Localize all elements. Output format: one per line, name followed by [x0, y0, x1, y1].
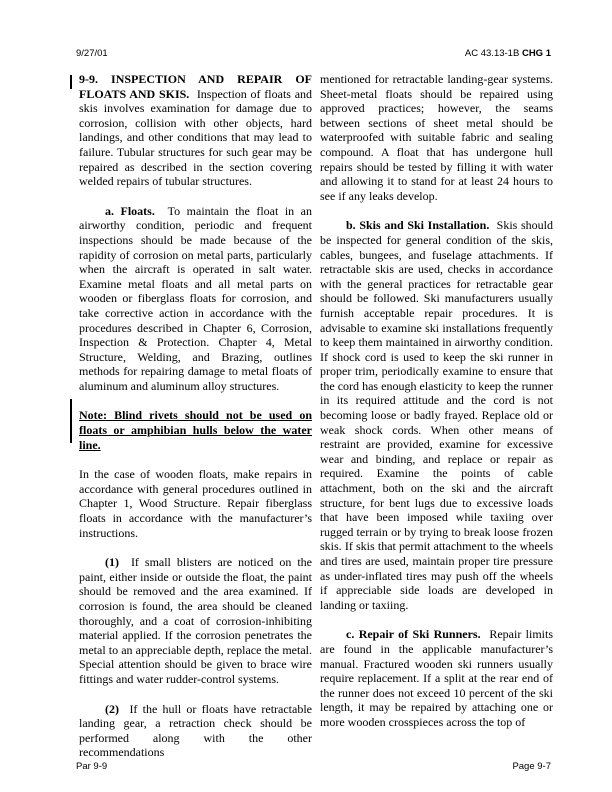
left-column [79, 72, 312, 760]
item-2-text: If the hull or floats have retractable landing gear, a retraction check should be performed along with the other recommendations [79, 701, 312, 760]
paragraph-continued: mentioned for retractable landing-gear systems. Sheet-metal floats should be repaired using approved practices; however, the seams between sections of sheet metal should be waterproofed with suitable fabric and sealing compound. A float that has undergone hull repairs should be tested by filling it with water and allowing it to stand for at least 24 hours to see if any leaks develop. [320, 72, 553, 203]
change-bar [70, 75, 72, 89]
item-1 [79, 555, 312, 686]
item-2 [79, 702, 312, 760]
section-heading: 9-9. INSPECTION AND REPAIR OF FLOATS AND SKIS. [79, 72, 312, 101]
header-date: 9/27/01 [76, 48, 108, 59]
skis-text: Skis should be inspected for general condition of the skis, cables, bungees, and fuselage attachments. If retractable skis are used, checks in accordance with the general practices for retractable gear should be followed. Ski manufacturers usually furnish acceptable repair procedures. It is advisable to examine ski installations frequently to keep them maintained in airworthy condition. If shock cord is used to keep the ski runner in proper trim, periodically examine to ensure that the cord has enough elasticity to keep the runner in its required attitude and the cord is not becoming loose or badly frayed. Replace old or weak shock cords. When other means of restraint are provided, examine for excessive wear and binding, and replace or repair as required. Examine the points of cable attachment, both on the ski and the aircraft structure, for bent lugs due to excessive loads that have been imposed while taxiing over rugged terrain or by trying to break loose frozen skis. If skis that permit attachment to the wheels and tires are used, maintain proper tire pressure as under-inflated tires may push off the wheels if appreciable side loads are developed in landing or taxiing. [320, 218, 553, 612]
footer-paragraph-ref: Par 9-9 [76, 761, 108, 772]
section-text: Inspection of floats and skis involves examination for damage due to corrosion, collision with other objects, hard landings, and other conditions that may lead to failure. Tubular structures for such gear may be repaired as described in the section covering welded repairs of tubular structures. [79, 86, 313, 189]
paragraph-ski-runners [320, 627, 553, 729]
change-bar [70, 399, 72, 443]
skis-heading: b. Skis and Ski Installation. [346, 218, 490, 233]
change-number: CHG 1 [521, 48, 551, 59]
item-2-label: (2) [105, 701, 119, 716]
header-doc-id [465, 48, 551, 59]
floats-heading: a. Floats. [105, 203, 155, 218]
note-blind-rivets: Note: Blind rivets should not be used on floats or amphibian hulls below the water line. [79, 408, 312, 452]
paragraph-floats [79, 204, 312, 394]
paragraph-wooden-floats: In the case of wooden floats, make repairs in accordance with general procedures outlined in Chapter 1, Wood Structure. Repair fiberglass floats in accordance with the manufacturer’s instructions. [79, 467, 312, 540]
runners-heading: c. Repair of Ski Runners. [346, 627, 481, 642]
right-column [320, 72, 553, 730]
item-1-text: If small blisters are noticed on the paint, either inside or outside the float, the paint should be removed and the area examined. If corrosion is found, the area should be cleaned thoroughly, and a coat of corrosion-inhibiting material applied. If the corrosion penetrates the metal to an appreciable depth, replace the metal. Special attention should be given to brace wire fittings and water rudder-control systems. [79, 555, 312, 686]
section-9-9 [79, 72, 312, 189]
doc-id: AC 43.13-1B [464, 48, 520, 59]
runners-text: Repair limits are found in the applicable manufacturer’s manual. Fractured wooden ski runners usually require replacement. If a split at the rear end of the runner does not exceed 10 percent of the ski length, it may be repaired by attaching one or more wooden crosspieces across the top of [320, 627, 554, 729]
paragraph-skis [320, 218, 553, 612]
item-1-label: (1) [105, 555, 119, 570]
footer-page-number: Page 9-7 [512, 761, 551, 772]
floats-text: To maintain the float in an airworthy condition, periodic and frequent inspections should be made because of the rapidity of corrosion on metal parts, particularly when the aircraft is operated in salt water. Examine metal floats and all metal parts on wooden or fiberglass floats for corrosion, and take corrective action in accordance with the procedures described in Chapter 6, Corrosion, Inspection & Protection. Chapter 4, Metal Structure, Welding, and Brazing, outlines methods for repairing damage to metal floats of aluminum and aluminum alloy structures. [79, 203, 312, 393]
